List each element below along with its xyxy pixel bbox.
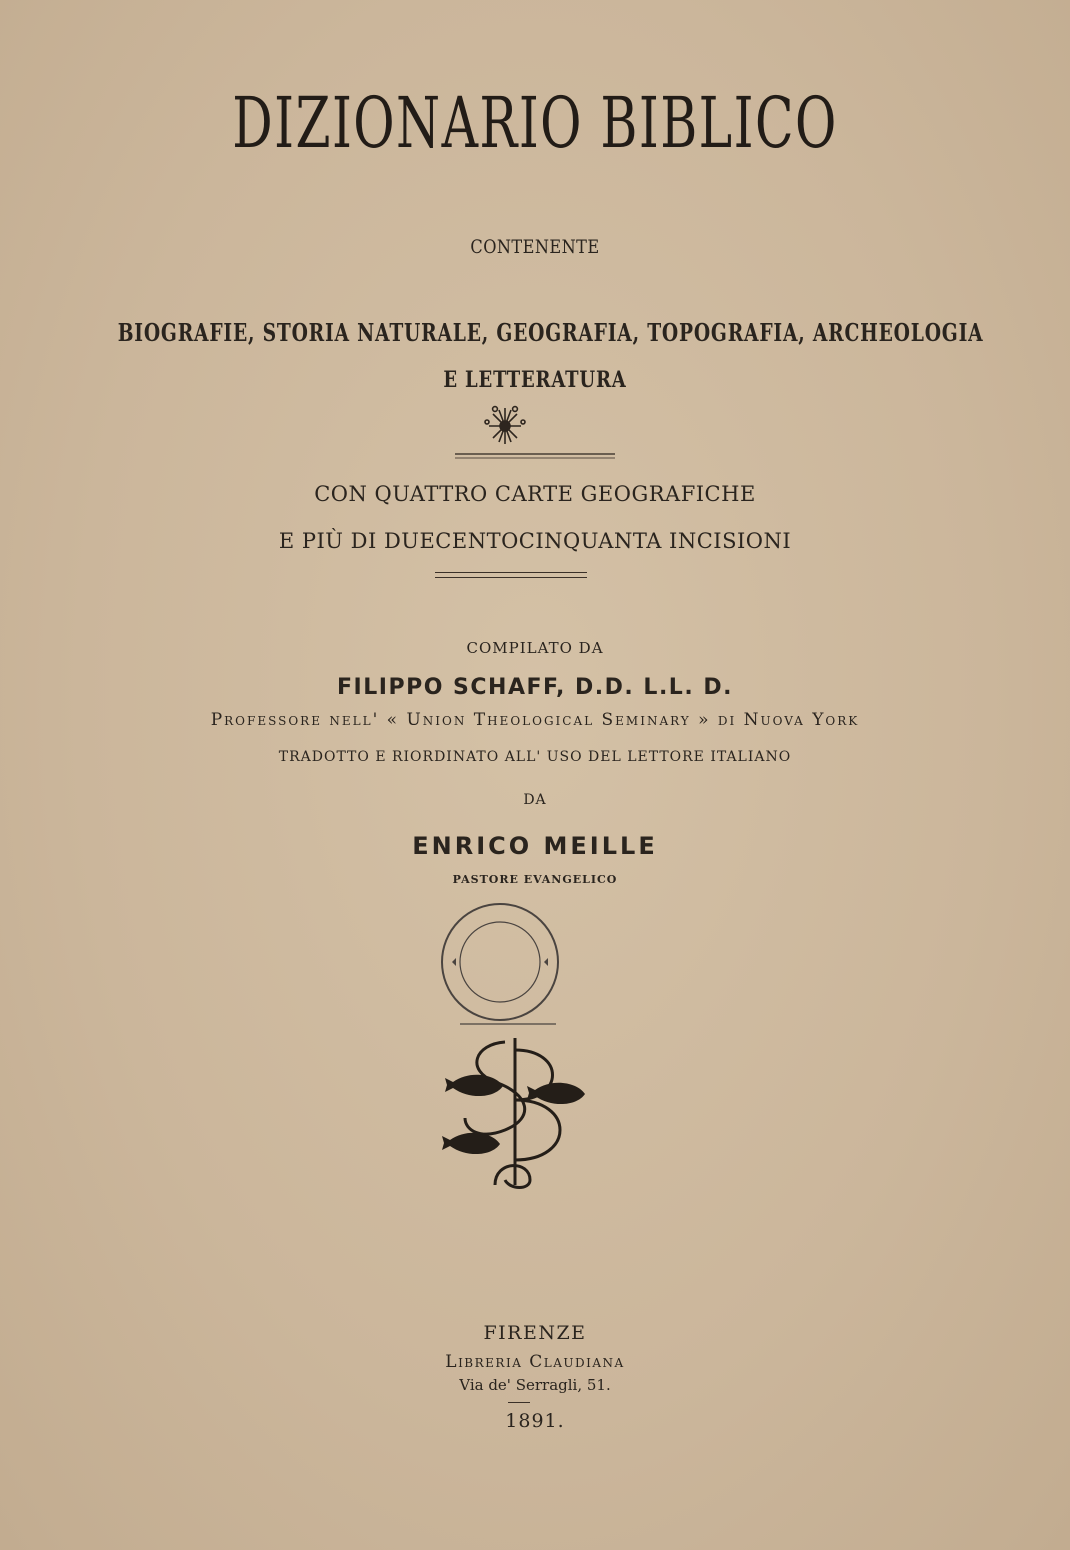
- subtitle-intro: CONTENENTE: [470, 236, 600, 258]
- imprint-year: 1891.: [505, 1410, 565, 1432]
- imprint-publisher: Libreria Claudiana: [445, 1352, 625, 1372]
- subjects-line-2: E LETTERATURA: [443, 367, 627, 393]
- translator-name: ENRICO MEILLE: [412, 832, 658, 860]
- translated-by-label: DA: [523, 792, 547, 808]
- library-stamp-icon: [432, 898, 568, 1030]
- divider-rule: [435, 577, 587, 578]
- imprint-city: FIRENZE: [483, 1322, 587, 1344]
- author-name: FILIPPO SCHAFF, D.D. L.L. D.: [337, 675, 733, 700]
- publisher-monogram-icon: [435, 1030, 615, 1192]
- divider-rule: [435, 572, 587, 573]
- book-title: DIZIONARIO BIBLICO: [232, 82, 838, 164]
- subjects-line-1: BIOGRAFIE, STORIA NATURALE, GEOGRAFIA, TOPOGRAFIA, ARCHEOLOGIA: [117, 318, 984, 347]
- author-title: Professore nell' « Union Theological Seminary » di Nuova York: [210, 710, 860, 730]
- translator-title: PASTORE EVANGELICO: [452, 873, 618, 886]
- compiled-by-label: COMPILATO DA: [466, 639, 604, 657]
- divider-rule: [508, 1402, 530, 1403]
- imprint-address: Via de' Serragli, 51.: [459, 1376, 611, 1394]
- illustrations-line-2: E PIÙ DI DUECENTOCINQUANTA INCISIONI: [278, 529, 792, 553]
- translation-note: TRADOTTO E RIORDINATO ALL' USO DEL LETTORE ITALIANO: [278, 749, 792, 765]
- illustrations-line-1: CON QUATTRO CARTE GEOGRAFICHE: [314, 482, 756, 506]
- ornament-icon: [455, 400, 615, 466]
